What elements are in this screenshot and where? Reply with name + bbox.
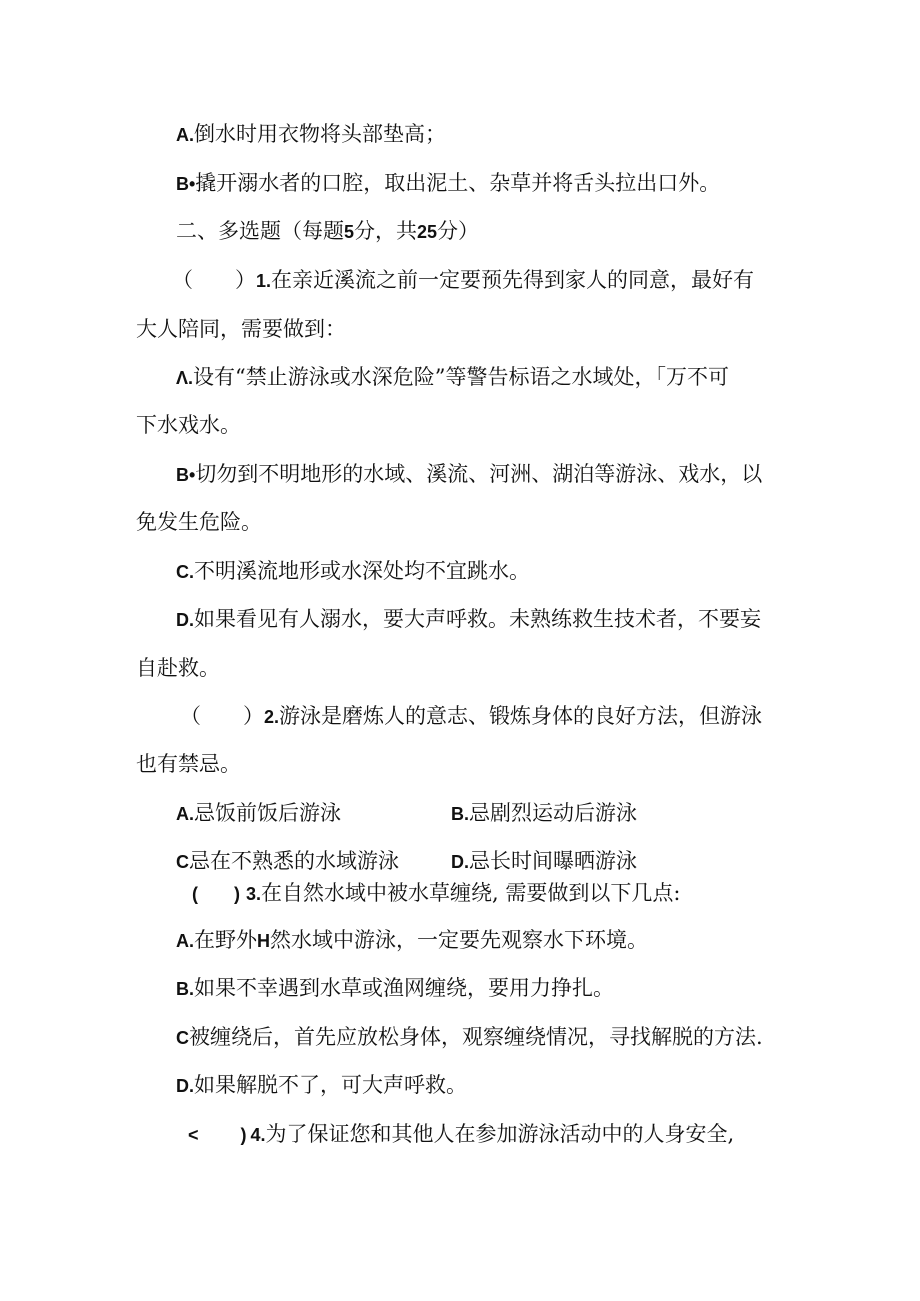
option-line — [176, 975, 614, 1002]
option-text: 如果看见有人溺水，要大声呼救。未熟练救生技术者，不要妄 — [194, 607, 761, 631]
option-text: 如果不幸遇到水草或渔网缠绕，要用力挣扎。 — [194, 976, 614, 1000]
question-text: 大人陪同，需要做到： — [136, 317, 346, 341]
option-label: B. — [451, 804, 469, 824]
option-text: 撬开溺水者的口腔，取出泥土、杂草并将舌头拉出口外。 — [195, 171, 721, 195]
question-number: 2. — [264, 707, 280, 727]
option-label: C — [176, 1028, 189, 1048]
question-line — [192, 880, 680, 907]
option-line-continued — [136, 509, 262, 535]
option-label: C. — [176, 562, 194, 582]
option-line — [176, 1024, 763, 1051]
option-label: A. — [176, 804, 194, 824]
question-number: 4. — [250, 1125, 266, 1145]
option-line — [451, 848, 637, 875]
option-text: 下水戏水。 — [136, 413, 241, 437]
option-text: 设有“禁止游泳或水深危险”等警告标语之水域处，「万不可 — [193, 365, 729, 389]
option-line — [176, 1072, 467, 1099]
heading-text: 分，共 — [354, 219, 418, 243]
question-line — [188, 1121, 734, 1148]
option-text: 倒水时用衣物将头部垫高； — [194, 122, 446, 146]
option-line — [176, 606, 761, 633]
option-line-continued — [136, 412, 241, 438]
section-heading — [176, 218, 479, 245]
option-label: B. — [176, 979, 194, 999]
option-label: C — [176, 852, 189, 872]
option-text: 忌在不熟悉的水域游泳 — [189, 849, 399, 873]
option-label: B• — [176, 465, 196, 485]
option-line — [176, 800, 341, 827]
question-text: 游泳是磨炼人的意志、锻炼身体的良好方法，但游泳 — [279, 704, 763, 728]
option-label: Λ. — [176, 368, 194, 388]
option-label: A. — [176, 931, 194, 951]
question-line — [172, 267, 754, 294]
option-text: 如果解脱不了，可大声呼救。 — [194, 1073, 467, 1097]
question-number: 1. — [256, 271, 272, 291]
question-line-continued — [136, 751, 241, 777]
question-line-continued — [136, 316, 346, 342]
question-text: 在亲近溪流之前一定要预先得到家人的同意，最好有 — [271, 268, 755, 292]
option-line — [176, 848, 399, 875]
answer-blank: ( ) — [192, 884, 240, 904]
question-text: 也有禁忌。 — [136, 752, 241, 776]
option-line — [176, 558, 530, 585]
answer-blank-right: ) — [240, 1125, 247, 1145]
option-line — [176, 461, 762, 488]
option-line — [176, 170, 720, 197]
option-text: 切勿到不明地形的水域、溪流、河洲、湖泊等游泳、戏水，以 — [195, 462, 763, 486]
option-label: D. — [176, 1076, 194, 1096]
question-text: 为了保证您和其他人在参加游泳活动中的人身安全, — [265, 1122, 735, 1146]
option-label: A. — [176, 125, 194, 145]
answer-blank: （ ） — [172, 268, 256, 292]
option-label: D. — [176, 610, 194, 630]
option-text: 免发生危险。 — [136, 510, 262, 534]
option-text: 不明溪流地形或水深处均不宜跳水。 — [194, 559, 530, 583]
option-text: 被缠绕后，首先应放松身体，观察缠绕情况，寻找解脱的方法. — [189, 1025, 763, 1049]
answer-blank-left: < — [188, 1125, 199, 1145]
option-text: 在野外 — [194, 928, 257, 952]
option-line — [176, 121, 446, 148]
option-text: 然水域中游泳，一定要先观察水下环境。 — [270, 928, 648, 952]
option-text: 自赴救。 — [136, 656, 220, 680]
option-label: B• — [176, 174, 196, 194]
option-text: 忌长时间曝晒游泳 — [469, 849, 637, 873]
option-text: 忌饭前饭后游泳 — [194, 801, 341, 825]
heading-text: 分） — [437, 219, 480, 243]
heading-number: 5 — [344, 222, 355, 242]
question-number: 3. — [246, 884, 262, 904]
answer-blank: （ ） — [180, 704, 264, 728]
option-line-continued — [136, 655, 220, 681]
heading-number: 25 — [417, 222, 438, 242]
option-line — [176, 927, 648, 954]
question-text: 在自然水域中被水草缠绕, 需要做到以下几点: — [261, 881, 681, 905]
option-label: D. — [451, 852, 469, 872]
option-line — [176, 364, 729, 391]
option-text: 忌剧烈运动后游泳 — [469, 801, 637, 825]
option-line — [451, 800, 637, 827]
option-label: H — [257, 931, 270, 951]
heading-text: 二、多选题（每题 — [176, 219, 344, 243]
question-line — [180, 703, 762, 730]
